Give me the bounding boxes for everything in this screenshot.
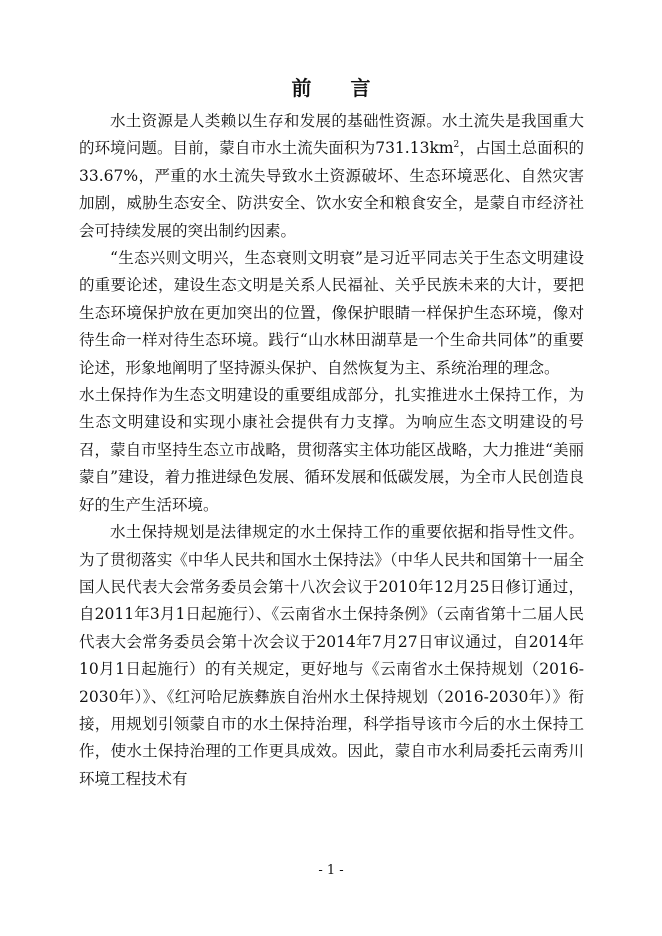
paragraph-2: “生态兴则文明兴，生态衰则文明衰”是习近平同志关于生态文明建设的重要论述，建设生态文明是关系人民福祉、关乎民族未来的大计，要把生态环境保护放在更加突出的位置，像保护眼睛一样保护生态环境，像对待生命一样对待生态环境。践行“山水林田湖草是一个生命共同体”的重要论述，形象地阐明了坚持源头保护、自然恢复为主、系统治理的理念。	[79, 249, 584, 377]
paragraph-4: 水土保持规划是法律规定的水土保持工作的重要依据和指导性文件。为了贯彻落实《中华人民共和国水土保持法》（中华人民共和国第十一届全国人民代表大会常务委员会第十八次会议于2010年12月25日修订通过，自2011年3月1日起施行）、《云南省水土保持条例》（云南省第十二届人民代表大会常务委员会第十次会议于2014年7月27日审议通过，自2014年10月1日起施行）的有关规定，更好地与《云南省水土保持规划（2016-2030年）》、《红河哈尼族彝族自治州水土保持规划（2016-2030年）》衔接，用规划引领蒙自市的水土保持治理，科学指导该市今后的水土保持工作，使水土保持治理的工作更具成效。因此，蒙自市水利局委托云南秀川环境工程技术有	[79, 523, 584, 788]
page-title: 前 言	[291, 76, 387, 100]
superscript-2: 2	[453, 140, 460, 151]
paragraph-1-text-b: ，占国土总面积的33.67%，严重的水土流失导致水土资源破坏、生态环境恶化、自然灾害加剧，威胁生态安全、防洪安全、饮水安全和粮食安全，是蒙自市经济社会可持续发展的突出制约因素。	[79, 139, 584, 240]
paragraph-3: 水土保持作为生态文明建设的重要组成部分，扎实推进水土保持工作，为生态文明建设和实现小康社会提供有力支撑。为响应生态文明建设的号召，蒙自市坚持生态立市战略，贯彻落实主体功能区战略，大力推进“美丽蒙自”建设，着力推进绿色发展、循环发展和低碳发展，为全市人民创造良好的生产生活环境。	[79, 386, 584, 514]
document-body	[79, 108, 584, 793]
page-number: - 1 -	[318, 863, 344, 878]
paragraph-1-text-a: 水土资源是人类赖以生存和发展的基础性资源。水土流失是我国重大的环境问题。目前，蒙自市水土流失面积为731.13km	[79, 112, 584, 158]
paragraph-1	[79, 108, 584, 245]
